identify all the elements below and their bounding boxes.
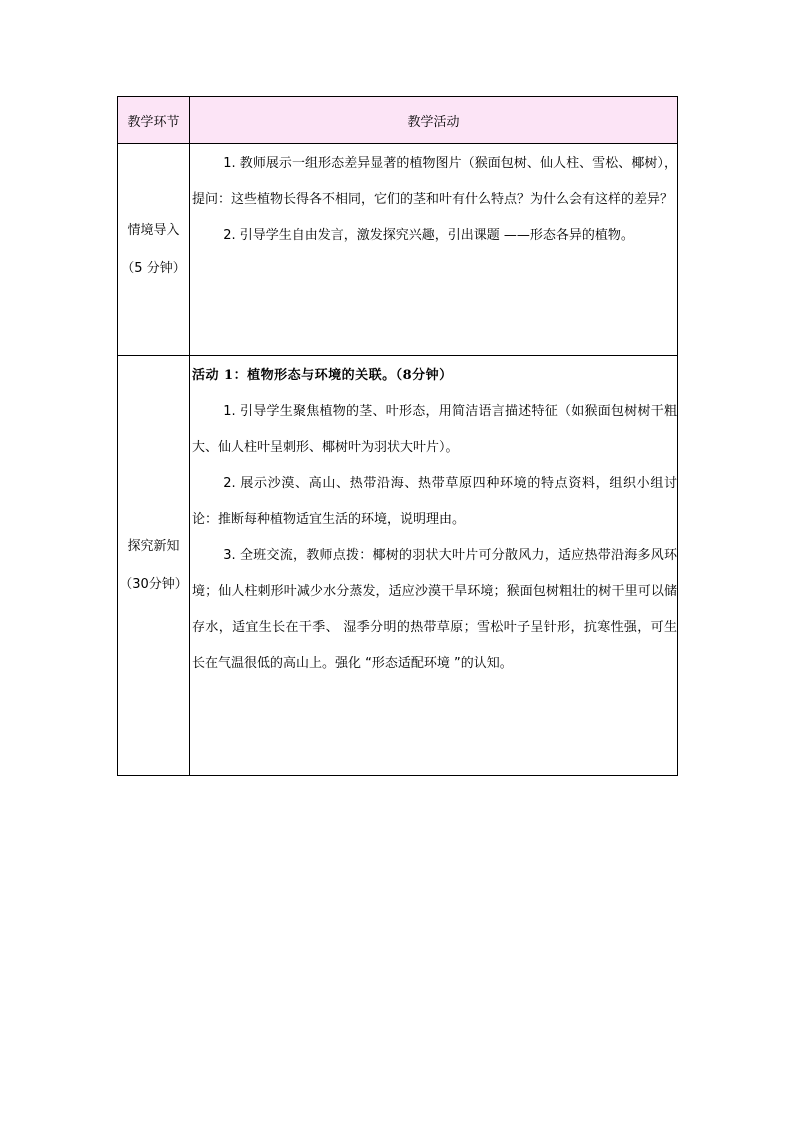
header-stage: 教学环节 <box>118 97 190 144</box>
activity-paragraph: 1. 引导学生聚焦植物的茎、叶形态，用简洁语言描述特征（如猴面包树树干粗大、仙人柱叶呈刺形、椰树叶为羽状大叶片）。 <box>192 404 677 455</box>
table-row-explore <box>118 356 678 776</box>
activity-paragraph: 1. 教师展示一组形态差异显著的植物图片（猴面包树、仙人柱、雪松、椰树），提问：这些植物长得各不相同，它们的茎和叶有什么特点？为什么会有这样的差异？ <box>192 156 677 207</box>
lesson-plan-table <box>117 96 678 776</box>
activity-title: 活动 1：植物形态与环境的关联。（8分钟） <box>192 368 453 383</box>
stage-cell-intro <box>118 144 190 356</box>
activity-paragraph: 3. 全班交流，教师点拨：椰树的羽状大叶片可分散风力，适应热带沿海多风环境；仙人柱刺形叶减少水分蒸发，适应沙漠干旱环境；猴面包树粗壮的树干里可以储存水，适宜生长在干季、 湿季分明的热带草原；雪松叶子呈针形，抗寒性强，可生长在气温很低的高山上。强化 “形态适配环境 ”的认知。 <box>192 548 677 671</box>
header-activity: 教学活动 <box>190 97 678 144</box>
stage-duration: （5 分钟） <box>121 260 186 276</box>
stage-name: 探究新知 <box>127 538 180 554</box>
activity-cell-explore <box>190 356 678 776</box>
stage-duration: （30分钟） <box>119 576 188 592</box>
activity-paragraph: 2. 引导学生自由发言，激发探究兴趣，引出课题 ——形态各异的植物。 <box>223 228 634 243</box>
activity-paragraph: 2. 展示沙漠、高山、热带沿海、热带草原四种环境的特点资料，组织小组讨论：推断每种植物适宜生活的环境，说明理由。 <box>192 476 677 527</box>
stage-name: 情境导入 <box>127 222 180 238</box>
table-header-row <box>118 97 678 144</box>
table-row-intro <box>118 144 678 356</box>
activity-cell-intro <box>190 144 678 356</box>
stage-cell-explore <box>118 356 190 776</box>
